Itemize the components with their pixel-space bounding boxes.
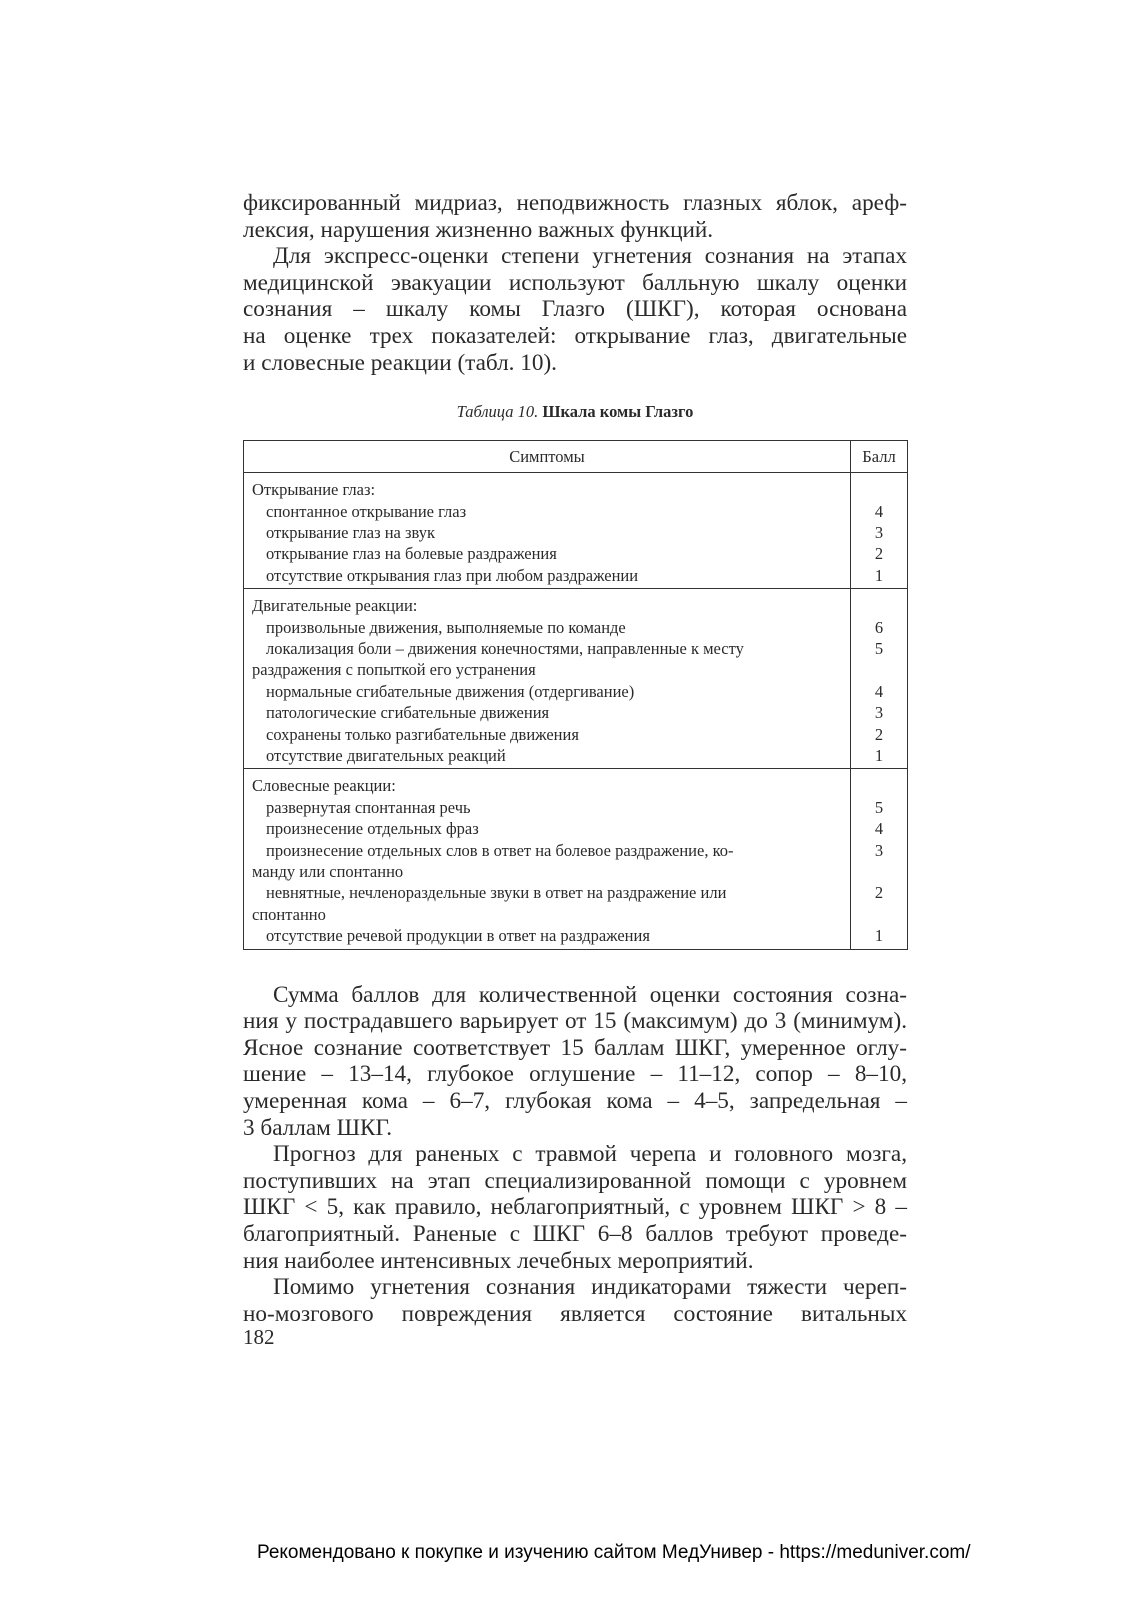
intro-paragraph	[243, 190, 907, 243]
table-caption-title: Шкала комы Глазго	[542, 402, 694, 422]
text-line: ния у пострадавшего варьирует от 15 (максимум) до 3 (минимум).	[243, 1008, 907, 1035]
page-body	[243, 190, 907, 1327]
group-verbal-response	[244, 769, 908, 949]
score-value: 5	[874, 638, 884, 658]
score-value: 1	[874, 926, 884, 946]
symptom-item: произнесение отдельных фраз	[266, 819, 479, 839]
group-heading: Открывание глаз:	[252, 480, 376, 500]
symptom-item-continuation: спонтанно	[252, 904, 326, 924]
symptom-item: отсутствие двигательных реакций	[266, 746, 506, 765]
symptom-item: спонтанное открывание глаз	[266, 501, 467, 521]
symptom-item: патологические сгибательные движения	[266, 703, 550, 723]
symptom-item-continuation: раздражения с попыткой его устранения	[252, 660, 536, 680]
symptom-item: локализация боли – движения конечностями, направленные к месту	[266, 638, 744, 658]
symptom-item-continuation: манду или спонтанно	[252, 862, 404, 882]
text-line: фиксированный мидриаз, неподвижность глазных яблок, ареф-	[243, 190, 907, 216]
symptom-item: произнесение отдельных слов в ответ на болевое раздражение, ко-	[266, 840, 734, 860]
symptom-item: открывание глаз на звук	[266, 522, 436, 542]
table-caption	[243, 402, 907, 422]
score-value: 2	[874, 544, 884, 564]
symptom-item: произвольные движения, выполняемые по команде	[266, 617, 626, 637]
score-value: 3	[874, 703, 884, 723]
symptom-item: невнятные, нечленораздельные звуки в ответ на раздражение или	[266, 883, 727, 903]
text-line: умеренная кома – 6–7, глубокая кома – 4–5, запредельная –	[243, 1088, 907, 1115]
symptoms-cell	[244, 769, 851, 949]
score-value: 3	[874, 840, 884, 860]
text-line: но-мозгового повреждения является состояние витальных	[243, 1300, 907, 1327]
column-header-symptoms: Симптомы	[244, 441, 851, 473]
scores-cell	[851, 589, 908, 769]
score-value: 3	[874, 522, 884, 542]
text-line: Сумма баллов для количественной оценки состояния созна-	[273, 981, 907, 1008]
text-line: на оценке трех показателей: открывание глаз, двигательные	[243, 322, 907, 349]
table-header-row	[244, 441, 908, 473]
paragraph-score-sum	[243, 982, 907, 1142]
score-value: 6	[874, 617, 884, 637]
symptom-item: развернутая спонтанная речь	[266, 797, 471, 817]
text-line: лексия, нарушения жизненно важных функций.	[243, 216, 714, 243]
text-line: благоприятный. Раненые с ШКГ 6–8 баллов требуют проведе-	[243, 1220, 907, 1247]
text-line: Помимо угнетения сознания индикаторами тяжести череп-	[273, 1274, 907, 1301]
scores-cell	[851, 769, 908, 949]
text-line: ШКГ < 5, как правило, неблагоприятный, с уровнем ШКГ > 8 –	[243, 1194, 907, 1221]
text-line: Для экспресс-оценки степени угнетения сознания на этапах	[273, 243, 907, 270]
paragraph-gcs-intro	[243, 243, 907, 376]
symptom-item: нормальные сгибательные движения (отдергивание)	[266, 681, 635, 701]
group-motor-response	[244, 589, 908, 769]
text-line: 3 баллам ШКГ.	[243, 1114, 393, 1141]
score-value: 1	[874, 565, 884, 585]
score-value: 2	[874, 883, 884, 903]
score-value: 1	[874, 745, 884, 765]
text-line: медицинской эвакуации используют балльную шкалу оценки	[243, 269, 907, 296]
symptom-item: открывание глаз на болевые раздражения	[266, 544, 557, 564]
symptom-item: отсутствие открывания глаз при любом раздражении	[266, 565, 639, 585]
page-number: 182	[243, 1325, 275, 1349]
group-heading: Двигательные реакции:	[252, 596, 418, 616]
symptoms-cell	[244, 589, 851, 769]
text-line: и словесные реакции (табл. 10).	[243, 349, 557, 376]
text-line: поступивших на этап специализированной помощи с уровнем	[243, 1167, 907, 1194]
score-value: 4	[874, 501, 884, 521]
text-line: сознания – шкалу комы Глазго (ШКГ), которая основана	[243, 296, 907, 323]
table-caption-label: Таблица 10.	[456, 402, 539, 422]
score-value: 4	[874, 819, 884, 839]
symptom-item: сохранены только разгибательные движения	[266, 724, 579, 744]
paragraph-prognosis	[243, 1141, 907, 1274]
score-value: 4	[874, 681, 884, 701]
text-line: шение – 13–14, глубокое оглушение – 11–12, сопор – 8–10,	[243, 1061, 907, 1088]
footer-note: Рекомендовано к покупке и изучению сайтом МедУнивер - https://meduniver.com/	[257, 1542, 971, 1563]
symptom-item: отсутствие речевой продукции в ответ на раздражения	[266, 926, 650, 946]
text-line: ния наиболее интенсивных лечебных мероприятий.	[243, 1247, 754, 1274]
symptoms-cell	[244, 473, 851, 589]
score-value: 5	[874, 797, 884, 817]
score-value: 2	[874, 724, 884, 744]
scores-cell	[851, 473, 908, 589]
group-heading: Словесные реакции:	[252, 776, 396, 796]
group-eye-opening	[244, 473, 908, 589]
column-header-score: Балл	[851, 441, 908, 473]
text-line: Прогноз для раненых с травмой черепа и головного мозга,	[273, 1141, 907, 1168]
paragraph-vital-functions	[243, 1274, 907, 1327]
text-line: Ясное сознание соответствует 15 баллам ШКГ, умеренное оглу-	[243, 1034, 907, 1061]
glasgow-coma-scale-table	[243, 440, 908, 949]
